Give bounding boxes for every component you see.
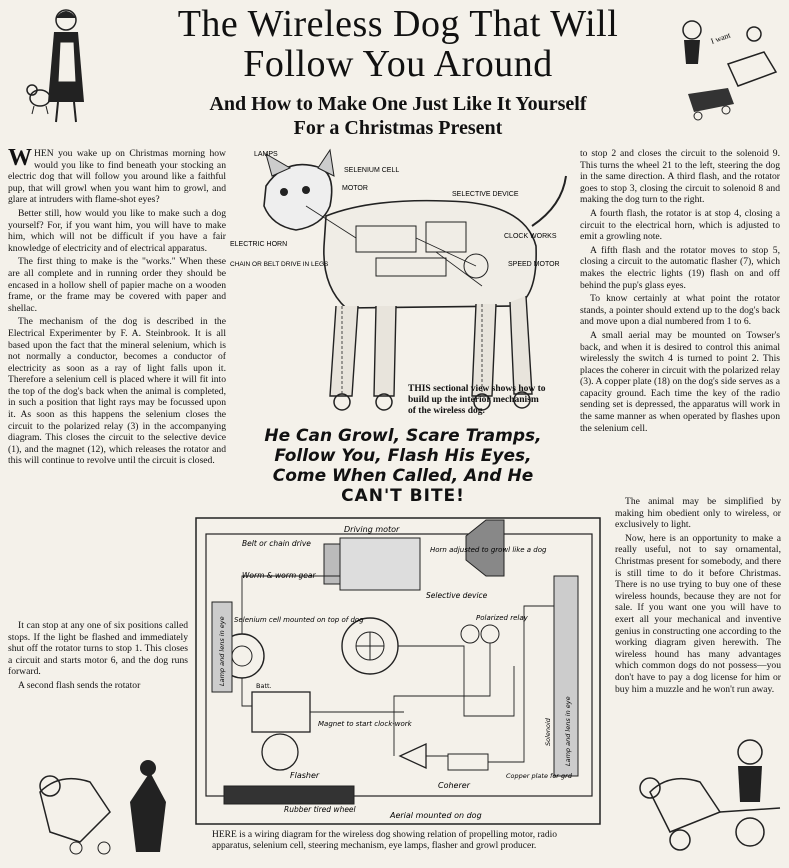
paragraph: The first thing to make is the "works." When these are all complete and in running order they should be encased in a hollow shell of papier mache on a wooden frame, or the frame may be covered with paper and shellac. (8, 256, 226, 314)
label-speed: SPEED MOTOR (508, 261, 560, 268)
label-selenium: SELENIUM CELL (344, 167, 400, 174)
label-clock: CLOCK WORKS (504, 233, 557, 240)
paragraph: A fourth flash, the rotator is at stop 4, closing a circuit to the electrical horn, which is adjusted to emit a growling note. (580, 207, 780, 243)
label-selective: Selective device (426, 591, 488, 600)
label-motor: MOTOR (342, 185, 368, 192)
boy-in-dog-cart-cartoon-right (610, 712, 786, 862)
paragraph: To know certainly at what point the rotator stands, a pointer should extend up to the dog's back and move upon a dial numbered from 1 to 6. (580, 293, 780, 328)
headline-line2: Follow You Around (243, 43, 553, 85)
label-aerial: Aerial mounted on dog (390, 811, 482, 820)
subheadline-line2: For a Christmas Present (293, 117, 503, 139)
svg-text:I want: I want (709, 30, 732, 46)
label-driving-motor: Driving motor (344, 525, 400, 534)
paragraph: Now, here is an opportunity to make a really useful, not to say ornamental, Christmas present for somebody, and there is still time to do it before Christmas. There is no use trying to buy one of these wireless hounds, because they are not for sale. If you want one you will have to exert all your mechanical and inventive genius in constructing one according to the working diagram given herewith. The wireless hound has many advantages which common dogs do not possess—you don't have to pay a dog license for him or buy him a muzzle and he won't run away. (615, 532, 781, 695)
dog-figure-caption: THIS sectional view shows how to build up the interior mechanism of the wireless dog. (408, 384, 546, 416)
paragraph: A fifth flash and the rotator moves to stop 5, closing a circuit to the automatic flasher (7), which makes the electric lights (19) flash on and off behind the pup's glass eyes. (580, 244, 780, 291)
label-copper: Copper plate for grd (506, 772, 572, 780)
wiring-caption: HERE is a wiring diagram for the wireless dog showing relation of propelling motor, radio apparatus, selenium cell, steering mechanism, eye lamps, flasher and growl producer. (212, 830, 557, 851)
girl-with-dog-illustration (4, 2, 114, 128)
slogan (236, 426, 570, 506)
label-lamps: LAMPS (254, 151, 278, 158)
paragraph: A small aerial may be mounted on Towser's back, and when it is desired to control this animal wirelessly the switch 4 is turned to point 2. This places the coherer in circuit with the polarized relay (3). A copper plate (18) on the dog's side serves as a capacity ground. Each time the key of the radio sending set is depressed, the apparatus will work in the same manner as when operated by flashes upon the selenium cell. (580, 329, 780, 434)
headline (118, 4, 678, 84)
slogan-line3: Come When Called, And He (272, 466, 534, 486)
article-column-right-lower (615, 496, 781, 706)
label-worm: Worm & worm gear (242, 571, 316, 580)
label-lamp-right: Lamp and lens in eye (564, 696, 572, 766)
label-lamp-left: Lamp and lens in eye (218, 616, 226, 686)
paragraph: The animal may be simplified by making him obedient only to wireless, or exclusively to light. (615, 496, 781, 531)
label-solenoid: Solenoid (544, 718, 552, 746)
label-belt: Belt or chain drive (242, 539, 311, 548)
label-flasher: Flasher (290, 771, 320, 780)
label-polarized: Polarized relay (476, 614, 528, 622)
paragraph: It can stop at any one of six positions called stops. If the light be flashed and immediately shut off the rotator turns to stop 1. This closes a circuit and starts motor 6, and the dog runs forward. (8, 620, 188, 678)
label-horn: ELECTRIC HORN (230, 241, 288, 248)
paragraph: The mechanism of the dog is described in the Electrical Experimenter by F. A. Steinbrook. It is all based upon the fact that the mineral selenium, which is not normally a conductor, becomes a conductor of electricity as soon as a ray of light falls upon it. Therefore a selenium cell is placed where it will fit into the top of the dog's back when the animal is completed, in such a position that light rays may be focussed upon it. As soon as this happens the selenium closes the circuit to the polarized relay (3) in the accompanying diagram. This closes the circuit to the selective device (1), and the magnet (12), which releases the rotator and this will continue to revolve until the circuit is closed. (8, 316, 226, 467)
subheadline (118, 92, 678, 140)
label-selective: SELECTIVE DEVICE (452, 191, 519, 198)
boy-and-dog-cartoon-left (20, 732, 180, 862)
slogan-line2: Follow You, Flash His Eyes, (274, 446, 532, 466)
label-chain: CHAIN OR BELT DRIVE IN LEGS (230, 261, 329, 268)
paragraph: HEN you wake up on Christmas morning how would you like to find beneath your stocking an electric dog that will follow you around like a faithful pup, that will growl when you want him to growl, and glare at intruders with flame-shot eyes? (8, 148, 226, 206)
wiring-diagram (194, 516, 604, 828)
article-column-right (580, 148, 780, 494)
article-column-left-lower (8, 620, 188, 720)
paragraph: to stop 2 and closes the circuit to the solenoid 9. This turns the wheel 21 to the left, steering the dog in the same direction. A third flash, and the rotator goes to stop 3, closing the circuit to solenoid 8 and making the dog turn to the right. (580, 148, 780, 206)
dropcap: W (8, 148, 32, 171)
slogan-line1: He Can Growl, Scare Tramps, (264, 426, 542, 446)
article-column-left (8, 148, 226, 510)
label-coherer: Coherer (438, 781, 470, 790)
toys-illustration (668, 4, 786, 128)
paragraph: Better still, how would you like to make such a dog yourself? For, if you want him, you will have to make him, which will not be difficult if you have a fair knowledge of electricity and of electrical apparatus. (8, 207, 226, 254)
slogan-line4: CAN'T BITE! (341, 486, 465, 506)
label-batt: Batt. (256, 682, 272, 690)
label-rubber-wheel: Rubber tired wheel (284, 805, 356, 814)
label-horn: Horn adjusted to growl like a dog (430, 546, 547, 554)
paragraph: A second flash sends the rotator (18, 679, 141, 691)
label-magnet: Magnet to start clock-work (318, 720, 412, 728)
headline-line1: The Wireless Dog That Will (177, 3, 619, 45)
label-selenium: Selenium cell mounted on top of dog (234, 616, 364, 624)
subheadline-line1: And How to Make One Just Like It Yourself (209, 93, 587, 115)
